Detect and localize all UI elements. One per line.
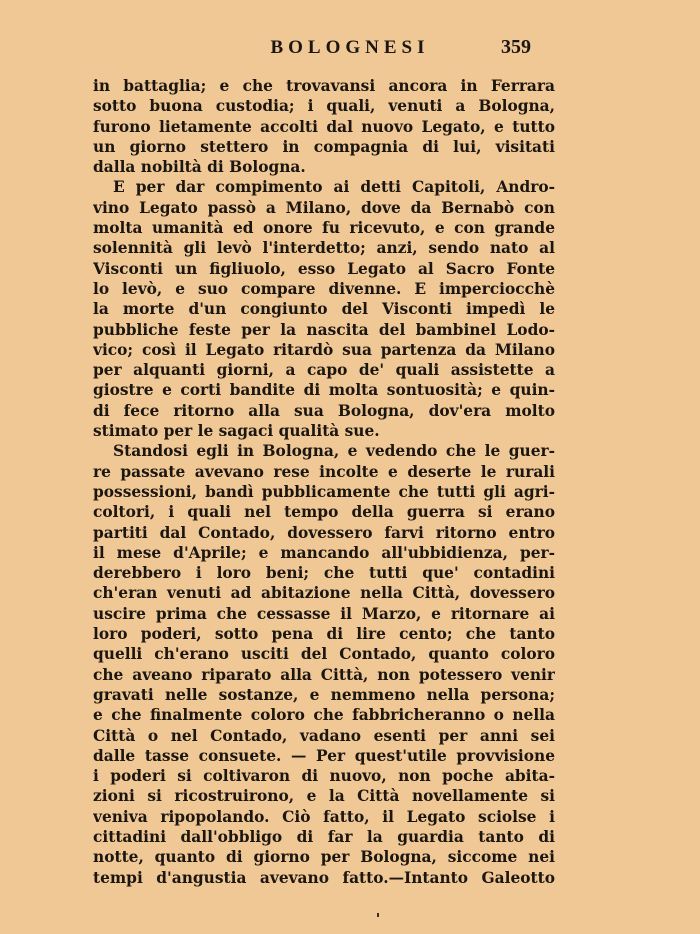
text-line: solennità gli levò l'interdetto; anzi, sendo nato al bbox=[93, 239, 555, 258]
text-line: vico; così il Legato ritardò sua partenza da Milano bbox=[93, 340, 555, 359]
text-line: gravati nelle sostanze, e nemmeno nella persona; bbox=[93, 685, 555, 704]
text-line: possessioni, bandì pubblicamente che tutti gli agri- bbox=[93, 482, 555, 501]
text-line: dalla nobiltà di Bologna. bbox=[93, 158, 306, 177]
text-line: derebbero i loro beni; che tutti que' contadini bbox=[93, 564, 555, 583]
text-line: dalle tasse consuete. — Per quest'utile provvisione bbox=[93, 746, 555, 765]
text-line: pubbliche feste per la nascita del bambinel Lodo- bbox=[93, 320, 555, 339]
body-text bbox=[93, 76, 555, 888]
text-line: Standosi egli in Bologna, e vedendo che le guer- bbox=[113, 442, 555, 461]
text-line: E per dar compimento ai detti Capitoli, Andro- bbox=[113, 178, 555, 197]
text-line: i poderi si coltivaron di nuovo, non poche abita- bbox=[93, 767, 555, 786]
text-line: in battaglia; e che trovavansi ancora in Ferrara bbox=[93, 77, 555, 95]
text-line: ch'eran venuti ad abitazione nella Città, dovessero bbox=[93, 584, 555, 603]
text-line: vino Legato passò a Milano, dove da Bernabò con bbox=[93, 198, 555, 217]
text-line: loro poderi, sotto pena di lire cento; che tanto bbox=[93, 625, 555, 644]
text-line: partiti dal Contado, dovessero farvi ritorno entro bbox=[93, 523, 555, 542]
text-line: di fece ritorno alla sua Bologna, dov'era molto bbox=[93, 401, 555, 420]
text-line: coltori, i quali nel tempo della guerra si erano bbox=[93, 503, 555, 522]
text-line: il mese d'Aprile; e mancando all'ubbidienza, per- bbox=[93, 543, 555, 562]
running-title: BOLOGNESI bbox=[270, 37, 430, 58]
text-line: notte, quanto di giorno per Bologna, siccome nei bbox=[93, 848, 555, 867]
text-line: Visconti un figliuolo, esso Legato al Sacro Fonte bbox=[93, 259, 555, 278]
text-line: giostre e corti bandite di molta sontuosità; e quin- bbox=[93, 381, 555, 400]
text-line: uscire prima che cessasse il Marzo, e ritornare ai bbox=[93, 604, 555, 623]
text-line: quelli ch'erano usciti del Contado, quanto coloro bbox=[93, 645, 555, 664]
text-line: un giorno stettero in compagnia di lui, visitati bbox=[93, 137, 555, 156]
text-line: tempi d'angustia avevano fatto.—Intanto Galeotto bbox=[93, 868, 555, 887]
text-line: molta umanità ed onore fu ricevuto, e con grande bbox=[93, 219, 555, 238]
text-line: sotto buona custodia; i quali, venuti a Bologna, bbox=[93, 97, 555, 116]
text-line: Città o nel Contado, vadano esenti per anni sei bbox=[93, 726, 555, 745]
text-line: e che finalmente coloro che fabbricheranno o nella bbox=[93, 706, 555, 725]
page-number: 359 bbox=[501, 36, 531, 58]
text-line: zioni si ricostruirono, e la Città novellamente si bbox=[93, 787, 555, 806]
text-line: per alquanti giorni, a capo de' quali assistette a bbox=[93, 361, 555, 380]
text-line: lo levò, e suo compare divenne. E imperciocchè bbox=[93, 279, 555, 298]
print-speck bbox=[377, 913, 379, 917]
text-line: furono lietamente accolti dal nuovo Legato, e tutto bbox=[93, 117, 555, 136]
text-line: la morte d'un congiunto del Visconti impedì le bbox=[93, 300, 555, 319]
text-line: veniva ripopolando. Ciò fatto, il Legato sciolse i bbox=[93, 807, 555, 826]
text-line: cittadini dall'obbligo di far la guardia tanto di bbox=[93, 827, 555, 846]
text-line: re passate avevano rese incolte e deserte le rurali bbox=[93, 462, 555, 481]
text-line: stimato per le sagaci qualità sue. bbox=[93, 422, 380, 441]
text-line: che aveano riparato alla Città, non potessero venir bbox=[93, 665, 555, 684]
